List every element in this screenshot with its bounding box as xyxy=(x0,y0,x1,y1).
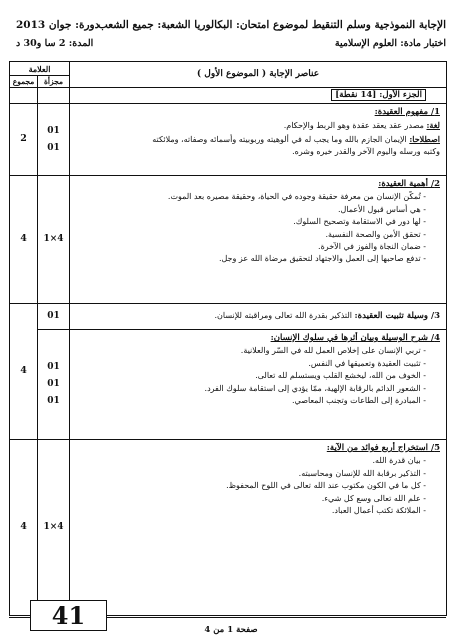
q4-partial-2: 01 xyxy=(47,379,60,390)
q5-answer xyxy=(70,440,447,616)
q4-answer xyxy=(70,330,447,440)
q4-item: - تربي الإنسان على إخلاص العمل لله في السّر والعلانية. xyxy=(240,346,426,356)
page-indicator: صفحة 1 من 4 xyxy=(204,625,258,635)
answer-column-header: عناصر الإجابة ( الموضوع الأول ) xyxy=(70,62,447,88)
exam-header-line1 xyxy=(16,19,446,31)
total-column-header: مجموع xyxy=(10,76,38,88)
answer-table xyxy=(9,61,447,616)
q1-title: 1/ مفهوم العقيدة: xyxy=(374,107,440,118)
q4-item: - تثبيت العقيدة وتعميقها في النفس. xyxy=(308,358,426,368)
q2-item: - تدفع صاحبها إلى العمل والاجتهاد لتحقيق مرضاة الله عز وجل. xyxy=(218,254,426,264)
q4-partial xyxy=(38,330,70,440)
q2-total: 4 xyxy=(10,176,38,304)
q2-title: 2/ أهمية العقيدة: xyxy=(378,179,440,190)
q5-item: - الملائكة تكتب أعمال العباد. xyxy=(331,505,426,515)
q2-partial: 4×1 xyxy=(38,176,70,304)
q1-partial-2: 01 xyxy=(47,142,60,153)
q3-answer xyxy=(70,304,447,330)
q5-title: 5/ استخراج أربع فوائد من الآية: xyxy=(326,443,440,454)
exam-header-line2 xyxy=(16,38,446,49)
q3-q4-total: 4 xyxy=(10,304,38,440)
q5-total: 4 xyxy=(10,440,38,616)
q1-partial-1: 01 xyxy=(47,125,60,136)
exam-duration: المدة: 2 سا و30 د xyxy=(16,38,94,49)
part-label: الجزء الأول: [14 نقطة] xyxy=(331,89,426,101)
q1-answer xyxy=(70,104,447,176)
partial-column-header: مجزأة xyxy=(38,76,70,88)
grade-column-header: العلامة xyxy=(10,62,70,76)
q1-istilah-cont: وكتبه ورسله واليوم الآخر والقدر خيره وشره. xyxy=(292,147,440,157)
q5-item: - بيان قدرة الله. xyxy=(372,456,426,466)
q5-item: - التذكير برقابة الله للإنسان ومحاسبته. xyxy=(298,468,426,478)
q2-item: - ضمان النجاة والفوز في الآخرة. xyxy=(318,241,426,251)
page-number-box: 41 xyxy=(30,600,107,631)
q2-item: - لها دور في الاستقامة وتصحيح السلوك. xyxy=(293,217,426,227)
q2-item: - هي أساس قبول الأعمال. xyxy=(337,204,426,214)
q2-answer xyxy=(70,176,447,304)
q4-title: 4/ شرح الوسيلة وبيان أثرها في سلوك الإنسان: xyxy=(270,333,440,344)
exam-header-title: الإجابة النموذجية وسلم التنقيط لموضوع امتحان: البكالوريا الشعبة: جميع الشعب xyxy=(97,19,446,31)
q1-lugha: لغة: مصدر عقد يعقد عقدة وهو الربط والإحكام. xyxy=(283,120,440,131)
q5-item: - كل ما في الكون مكتوب عند الله تعالى في اللوح المحفوظ. xyxy=(226,481,426,491)
q1-istilah: اصطلاحا: الإيمان الجازم بالله وما يجب له في ألوهيته وربوبيته وأسمائه وصفاته، وملائكته xyxy=(152,133,440,144)
q1-total: 2 xyxy=(10,104,38,176)
q2-item: - تحقق الأمن والصحة النفسية. xyxy=(325,229,426,239)
q4-item: - الخوف من الله، ليخشع القلب ويستسلم لله تعالى. xyxy=(255,371,426,381)
q4-item: - المبادرة إلى الطاعات وتجنب المعاصي. xyxy=(291,395,426,405)
q3-text: التذكير بقدرة الله تعالى ومراقبته للإنسان. xyxy=(214,311,355,321)
q5-partial: 4×1 xyxy=(38,440,70,616)
q3-partial: 01 xyxy=(38,304,70,330)
q4-item: - الشعور الدائم بالرقابة الإلهية، ممّا يؤدي إلى استقامة سلوك الفرد. xyxy=(204,383,426,393)
exam-subject: اختبار مادة: العلوم الإسلامية xyxy=(334,38,446,49)
q4-partial-3: 01 xyxy=(47,396,60,407)
q3-title: 3/ وسيلة تثبيت العقيدة: xyxy=(354,311,440,322)
q4-partial-1: 01 xyxy=(47,362,60,373)
q1-partial xyxy=(38,104,70,176)
q2-item: - تُمكّن الإنسان من معرفة حقيقة وجوده في الحياة، وحقيقة مصيره بعد الموت. xyxy=(167,192,426,202)
q5-item: - علم الله تعالى وسع كل شيء. xyxy=(321,493,426,503)
part-heading xyxy=(70,88,447,104)
exam-session: دورة: جوان 2013 xyxy=(16,19,100,31)
